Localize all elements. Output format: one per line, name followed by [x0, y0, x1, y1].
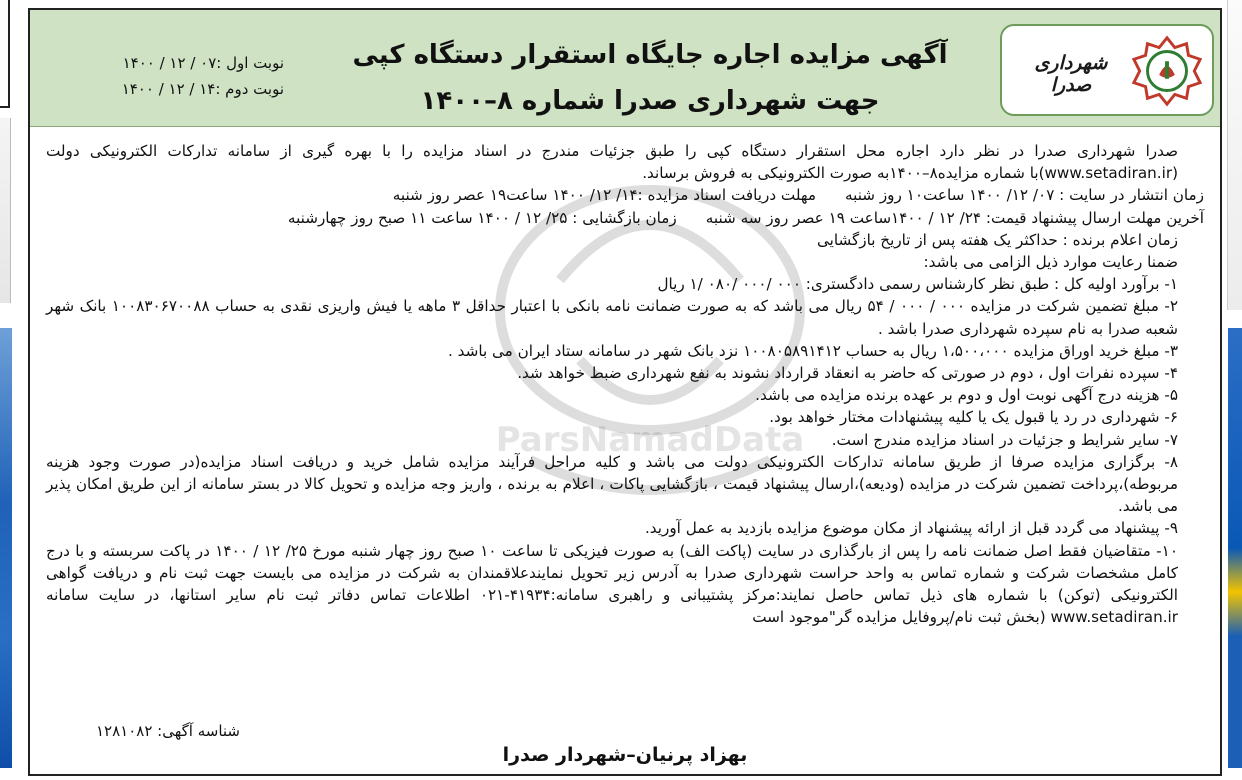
adjacent-ad-edge-right	[1227, 0, 1242, 310]
list-item: ۳- مبلغ خرید اوراق مزایده ۱،۵۰۰،۰۰۰ ریال به حساب ۱۰۰۸۰۵۸۹۱۴۱۲ نزد بانک شهر در سامانه ستاد ایران می باشد .	[447, 341, 1178, 360]
bid-deadline: آخرین مهلت ارسال پیشنهاد قیمت: ۲۴/ ۱۲ / ۱۴۰۰ساعت ۱۹ عصر روز سه شنبه	[705, 208, 1204, 227]
list-item: ۹- پیشنهاد می گردد قبل از ارائه پیشنهاد از مکان موضوع مزایده بازدید به عمل آورید.	[644, 519, 1178, 538]
list-item: ۵- هزینه درج آگهی نوبت اول و دوم بر عهده برنده مزایده می باشد.	[755, 386, 1178, 405]
list-item: ۲- مبلغ تضمین شرکت در مزایده ۰۰۰ / ۰۰۰ / ۵۴ ریال می باشد که به صورت ضمانت نامه بانکی با اعتبار حداقل ۳ ماهه یا فیش واریزی نقدی به حساب ۱۰۰۸۳۰۶۷۰۰۸۸ بانک شهر شعبه صدرا به نام سپرده شهرداری صدرا باشد .	[46, 297, 1178, 338]
list-item: ۴- سپرده نفرات اول ، دوم در صورتی که حاضر به انعقاد قرارداد نشوند به نفع شهرداری ضبط خواهد شد.	[517, 364, 1178, 383]
publication-dates	[44, 50, 284, 102]
list-item: ۸- برگزاری مزایده صرفا از طریق سامانه تدارکات الکترونیکی دولت می باشد و کلیه مراحل فرآیند مزایده شامل خرید و دریافت اسناد مزایده(در صورت وجود هزینه مربوطه)،پرداخت تضمین شرکت در مزایده (ودیعه)،ارسال پیشنهاد قیمت ، بازگشایی پاکات ، اعلام به برنده ، واریز وجه مزایده و تحویل کالا در بستر سامانه از این طریق امکان پذیر می باشد.	[46, 452, 1178, 516]
page-title	[320, 32, 980, 124]
adjacent-ad-edge-top	[0, 0, 10, 108]
list-item: ۶- شهرداری در رد یا قبول یک یا کلیه پیشنهادات مختار خواهد بود.	[769, 408, 1178, 427]
intro-paragraph: صدرا شهرداری صدرا در نظر دارد اجاره محل استقرار دستگاه کپی را طبق جزئیات مندرج در اسناد مزایده را با بهره گیری از سامانه تدارکات الکترونیکی دولت (www.setadiran.ir)با شماره مزایده۸–۱۴۰۰به صورت الکترونیکی به فروش برساند.	[46, 142, 1178, 183]
logo-text: شهرداری صدرا	[1034, 52, 1108, 96]
publish-and-deadline	[46, 184, 1204, 206]
adjacent-ad-edge-right-blue	[1228, 328, 1242, 768]
requirements-note: ضمنا رعایت موارد ذیل الزامی می باشد:	[923, 253, 1178, 272]
municipality-logo	[1000, 24, 1214, 116]
watermark-text: ParsNamadData	[495, 420, 805, 460]
adjacent-ad-edge-blue	[0, 328, 12, 768]
list-item: ۷- سایر شرایط و جزئیات در اسناد مزایده مندرج است.	[831, 430, 1178, 449]
title-line-2: جهت شهرداری صدرا شماره ۸–۱۴۰۰	[420, 86, 880, 116]
list-item: ۱- برآورد اولیه کل : طبق نظر کارشناس رسمی دادگستری: ۰۰۰ /۰۰۰ /۰۸۰ /۱ ریال	[657, 275, 1178, 294]
ad-header	[30, 10, 1220, 127]
ad-identifier: شناسه آگهی: ۱۲۸۱۰۸۲	[96, 722, 240, 740]
doc-deadline: مهلت دریافت اسناد مزایده :۱۴/ ۱۲/ ۱۴۰۰ ساعت۱۹ عصر روز شنبه	[392, 186, 816, 205]
date-second: نوبت دوم :۱۴ / ۱۲ / ۱۴۰۰	[121, 80, 284, 98]
auction-ad	[28, 8, 1222, 776]
opening-time: زمان بازگشایی : ۲۵/ ۱۲ / ۱۴۰۰ ساعت ۱۱ صبح روز چهارشنبه	[287, 208, 677, 227]
adjacent-ad-edge-mid	[0, 118, 11, 303]
date-first: نوبت اول :۰۷ / ۱۲ / ۱۴۰۰	[122, 54, 284, 72]
title-line-1: آگهی مزایده اجاره جایگاه استقرار دستگاه کپی	[352, 40, 948, 70]
publish-time: زمان انتشار در سایت : ۰۷/ ۱۲/ ۱۴۰۰ ساعت۱۰ روز شنبه	[844, 186, 1204, 205]
ad-body	[46, 140, 1204, 628]
municipality-emblem-icon	[1128, 32, 1206, 110]
signature: بهزاد پرنیان–شهردار صدرا	[502, 744, 748, 766]
list-item: ۱۰- متقاضیان فقط اصل ضمانت نامه را پس از بارگذاری در سایت (پاکت الف) به صورت فیزیکی تا ساعت ۱۰ صبح روز چهار شنبه مورخ ۲۵/ ۱۲ / ۱۴۰۰ در پاکت سربسته و با درج کامل مشخصات شرکت و شماره تماس به واحد حراست شهرداری صدرا به آدرس زیر تحویل نمایندعلاقمندان به شرکت در مزایده می بایست جهت ثبت نام و دریافت گواهی الکترونیکی (توکن) با شماره های ذیل تماس حاصل نمایند:مرکز پشتیبانی و راهبری سامانه:۴۱۹۳۴-۰۲۱ اطلاعات تماس دفاتر ثبت نام سایر استانها، در سایت سامانه www.setadiran.ir (بخش ثبت نام/پروفایل مزایده گر"موجود است	[46, 541, 1178, 627]
bid-and-opening	[46, 207, 1204, 229]
winner-time: زمان اعلام برنده : حداکثر یک هفته پس از تاریخ بازگشایی	[816, 230, 1178, 249]
